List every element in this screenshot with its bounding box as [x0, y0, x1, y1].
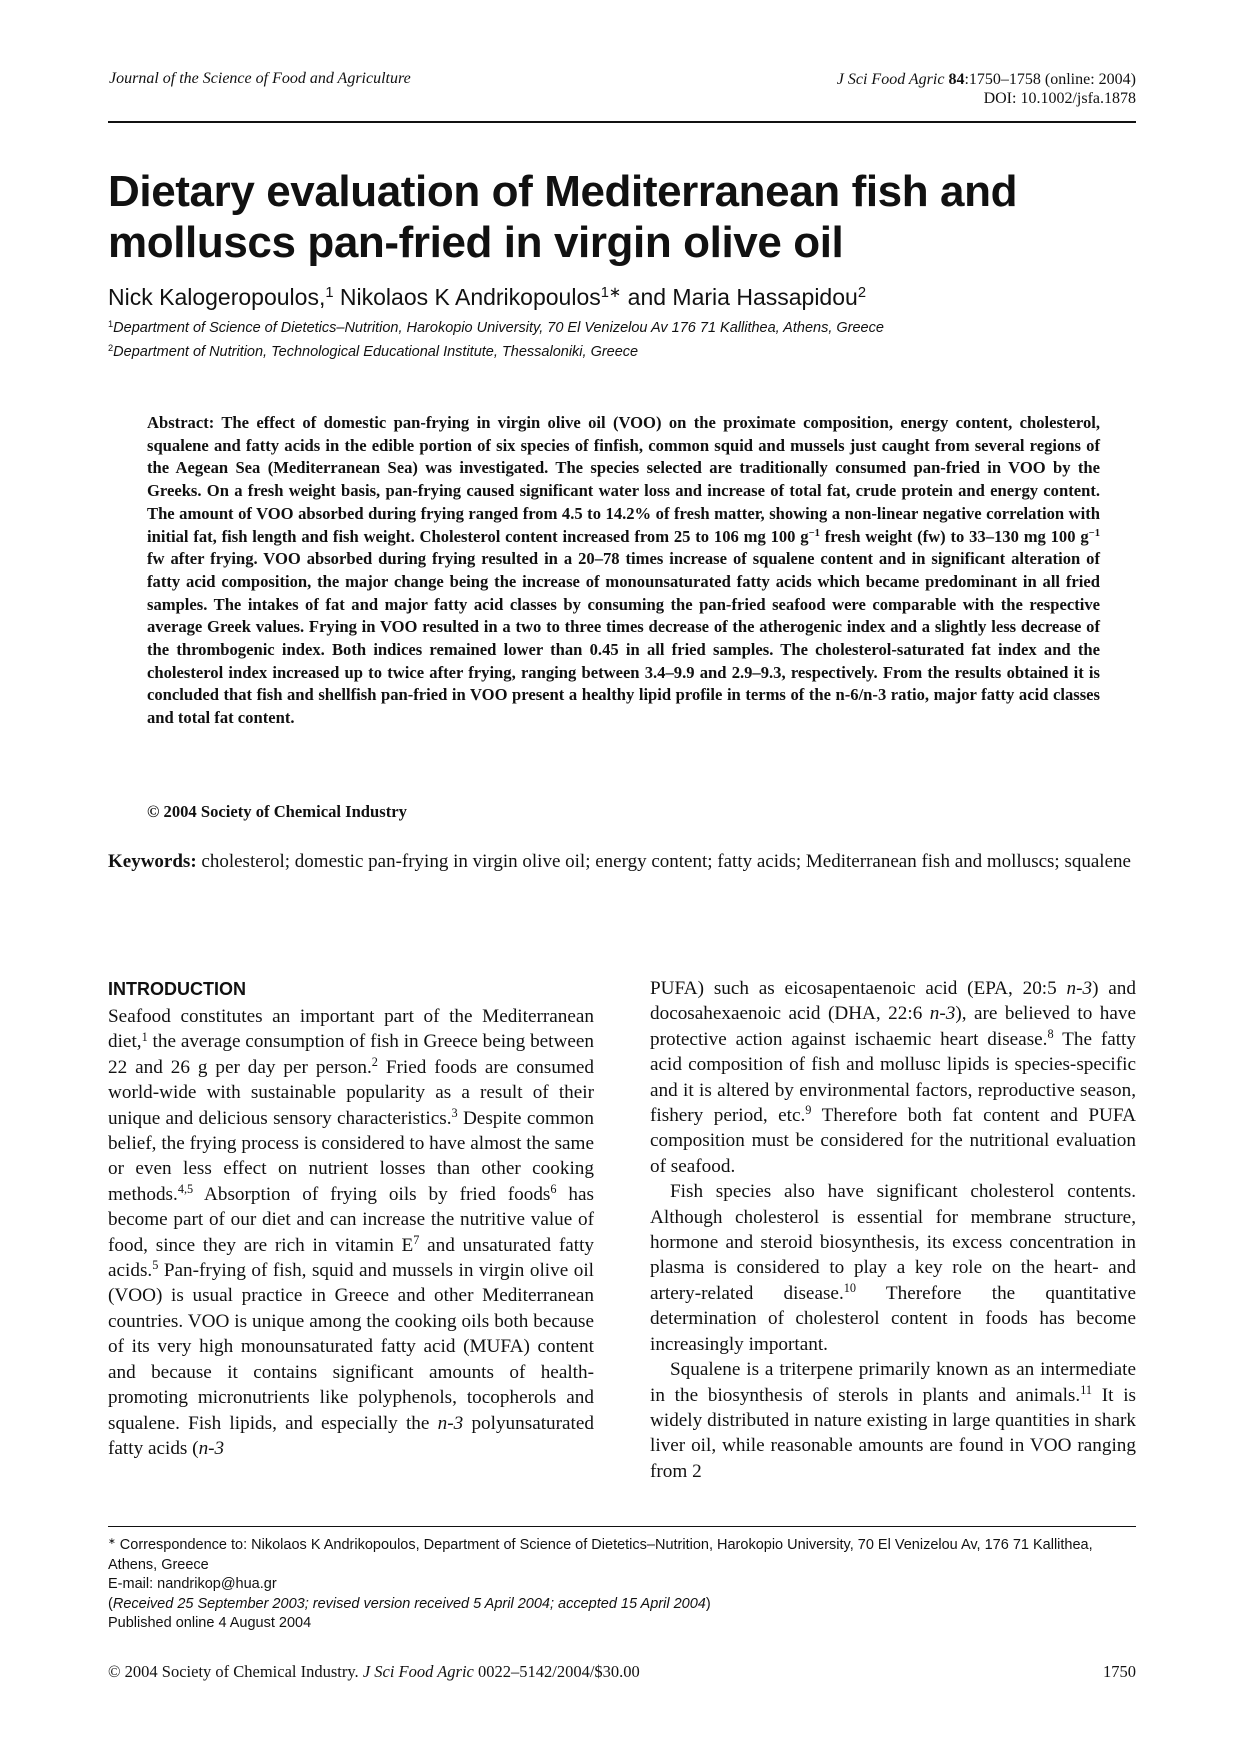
- page-footer-copyright: [108, 1662, 640, 1682]
- title-line-1: Dietary evaluation of Mediterranean fish and: [108, 167, 1018, 216]
- author-affil-marker: 2: [857, 284, 866, 301]
- citation-pages: :1750–1758 (online: 2004): [964, 71, 1136, 88]
- header-rule: [108, 121, 1136, 123]
- affiliation-marker: 1: [108, 318, 114, 329]
- paragraph: [650, 976, 1136, 1179]
- text-run-italic: n-3: [437, 1412, 464, 1434]
- title-line-2: molluscs pan-fried in virgin olive oil: [108, 218, 844, 267]
- text-run: Fish species also have significant cholesterol contents. Although cholesterol is essential for membrane structure, hormone and steroid biosynthesis, its excess concentration in plasma is considered to play a key role on the heart- and artery-related disease.: [650, 1181, 1136, 1304]
- author-name: Nick Kalogeropoulos,: [108, 284, 326, 310]
- section-heading-introduction: INTRODUCTION: [108, 979, 246, 999]
- text-run: Squalene is a triterpene primarily known as an intermediate in the biosynthesis of sterols in plants and animals.: [650, 1359, 1136, 1406]
- footnote-text: Correspondence to: Nikolaos K Andrikopoulos, Department of Science of Dietetics–Nutrition, Harokopio University, 70 El Venizelou Av, 176 71 Kallithea, Athens, Greece: [108, 1537, 1093, 1573]
- paragraph: [108, 1004, 594, 1461]
- received-text: Received 25 September 2003; revised version received 5 April 2004; accepted 15 April 2004: [112, 1595, 706, 1612]
- running-header-citation: [837, 70, 1136, 108]
- affiliation-text: Department of Science of Dietetics–Nutrition, Harokopio University, 70 El Venizelou Av 176 71 Kallithea, Athens, Greece: [113, 320, 884, 336]
- footer-journal: J Sci Food Agric: [362, 1662, 474, 1681]
- text-run-italic: n-3: [1066, 978, 1093, 999]
- text-run: has become part of our diet and can increase the nutritive value of food, since they are rich in vitamin E: [108, 1183, 594, 1256]
- author-affil-marker: 1∗: [600, 284, 622, 301]
- abstract-part: fw after frying. VOO absorbed during frying resulted in a 20–78 times increase of squalene content and in significant alteration of fatty acid composition, the major change being the increase of monounsaturated fatty acids which became predominant in all fried samples. The intakes of fat and major fatty acid classes by consuming the pan-fried seafood were comparable with the respective average Greek values. Frying in VOO resulted in a two to three times decrease of the atherogenic index and a slightly less decrease of the thrombogenic index. Both indices remained lower than 0.45 in all fried samples. The cholesterol-saturated fat index and the cholesterol index increased up to twice after frying, ranging between 3.4–9.9 and 2.9–9.3, respectively. From the results obtained it is concluded that fish and shellfish pan-fried in VOO present a healthy lipid profile in terms of the n-6/n-3 ratio, major fatty acid classes and total fat content.: [147, 549, 1100, 728]
- running-header-journal: Journal of the Science of Food and Agriculture: [109, 70, 411, 87]
- paren: (: [108, 1595, 113, 1612]
- footer-text: © 2004 Society of Chemical Industry.: [108, 1662, 363, 1681]
- abstract-part: Abstract: The effect of domestic pan-frying in virgin olive oil (VOO) on the proximate composition, energy content, cholesterol, squalene and fatty acids in the edible portion of six species of finfish, common squid and mussels just caught from several regions of the Aegean Sea (Mediterranean Sea) was investigated. The species selected are traditionally consumed pan-fried in VOO by the Greeks. On a fresh weight basis, pan-frying caused significant water loss and increase of total fat, crude protein and energy content. The amount of VOO absorbed during frying ranged from 4.5 to 14.2% of fresh matter, showing a non-linear negative correlation with initial fat, fish length and fish weight. Cholesterol content increased from 25 to 106 mg 100 g: [147, 413, 1100, 546]
- text-run: The fatty acid composition of fish and mollusc lipids is species-specific and it is altered by environmental factors, reproductive season, fishery period, etc.: [650, 1028, 1136, 1127]
- author-list: [108, 284, 866, 311]
- footnotes: [108, 1536, 1138, 1634]
- text-run: Despite common belief, the frying process is considered to have almost the same or even less effect on nutrient losses than other cooking methods.: [108, 1107, 594, 1205]
- citation-ref[interactable]: 9: [805, 1103, 812, 1118]
- citation-volume: 84: [948, 71, 965, 88]
- abstract-text: [147, 412, 1100, 730]
- keywords-text: cholesterol; domestic pan-frying in virgin olive oil; energy content; fatty acids; Mediterranean fish and molluscs; squalene: [196, 851, 1131, 872]
- text-run: Therefore both fat content and PUFA composition must be considered for the nutritional evaluation of seafood.: [650, 1105, 1136, 1177]
- email[interactable]: E-mail: nandrikop@hua.gr: [108, 1576, 277, 1592]
- affiliation-marker: 2: [108, 342, 114, 353]
- text-run: ), are believed to have protective action against ischaemic heart disease.: [650, 1003, 1136, 1050]
- abstract-superscript: −1: [808, 527, 820, 539]
- footer-issn: 0022–5142/2004/$30.00: [473, 1662, 640, 1681]
- text-run: Fried foods are consumed world-wide with sustainable popularity as a result of their unique and delicious sensory characteristics.: [108, 1056, 594, 1129]
- received-dates: [108, 1595, 1138, 1615]
- keywords: [108, 849, 1138, 875]
- abstract-superscript: −1: [1088, 527, 1101, 539]
- author-name: Nikolaos K Andrikopoulos: [333, 284, 601, 310]
- text-run-italic: n-3: [929, 1003, 956, 1025]
- abstract-copyright: © 2004 Society of Chemical Industry: [147, 802, 407, 821]
- citation-ref[interactable]: 1: [141, 1029, 148, 1044]
- citation-ref[interactable]: 11: [1080, 1382, 1092, 1397]
- paren: ): [705, 1595, 711, 1612]
- text-run: ) and docosahexaenoic acid (DHA, 22:6: [650, 978, 1136, 1025]
- text-run: Pan-frying of fish, squid and mussels in virgin olive oil (VOO) is usual practice in Greece and other Mediterranean countries. VOO is unique among the cooking oils both because of its very high monounsaturated fatty acid (MUFA) content and because it contains significant amounts of health-promoting micronutrients like polyphenols, tocopherols and squalene. Fish lipids, and especially the: [108, 1260, 594, 1434]
- citation-ref[interactable]: 8: [1047, 1027, 1054, 1042]
- abstract: [147, 412, 1100, 730]
- citation-ref[interactable]: 5: [152, 1258, 159, 1273]
- abstract-part: fresh weight (fw) to 33–130 mg 100 g: [819, 526, 1089, 546]
- text-run: Seafood constitutes an important part of the Mediterranean diet,: [108, 1006, 594, 1053]
- text-run: Absorption of frying oils by fried foods: [193, 1183, 551, 1205]
- published-online: Published online 4 August 2004: [108, 1615, 312, 1631]
- author-name: and Maria Hassapidou: [621, 284, 858, 310]
- text-run: polyunsaturated fatty acids (: [108, 1412, 594, 1459]
- affiliation-1: [108, 320, 884, 336]
- footnote-marker: ∗: [108, 1535, 116, 1546]
- affiliation-2: [108, 344, 638, 360]
- footnote-rule: [108, 1526, 1136, 1527]
- body-column-right: [650, 976, 1136, 1484]
- citation-ref[interactable]: 7: [413, 1232, 420, 1247]
- text-run: and unsaturated fatty acids.: [108, 1234, 594, 1282]
- doi[interactable]: DOI: 10.1002/jsfa.1878: [983, 90, 1136, 107]
- correspondence-note: [108, 1536, 1138, 1575]
- article-title: [108, 166, 1138, 268]
- citation-ref[interactable]: 6: [550, 1182, 557, 1197]
- text-run: the average consumption of fish in Greece being between 22 and 26 g per day per person.: [108, 1031, 594, 1078]
- text-run: Therefore the quantitative determination of cholesterol content in foods has become increasingly important.: [650, 1282, 1136, 1355]
- paragraph: [650, 1179, 1136, 1357]
- author-affil-marker: 1: [325, 284, 334, 301]
- text-run: It is widely distributed in nature existing in large quantities in shark liver oil, while reasonable amounts are found in VOO ranging from 2: [650, 1384, 1136, 1482]
- citation-journal-abbr: J Sci Food Agric: [836, 71, 945, 88]
- keywords-label: Keywords:: [108, 851, 197, 872]
- citation-ref[interactable]: 3: [451, 1105, 458, 1120]
- affiliation-text: Department of Nutrition, Technological Educational Institute, Thessaloniki, Greece: [113, 344, 639, 360]
- page-number: 1750: [1103, 1662, 1136, 1681]
- body-column-left: [108, 1004, 594, 1461]
- paragraph: [650, 1357, 1136, 1484]
- citation-ref[interactable]: 4,5: [177, 1182, 194, 1197]
- citation-ref[interactable]: 2: [371, 1055, 378, 1070]
- text-run: PUFA) such as eicosapentaenoic acid (EPA, 20:5: [650, 978, 1067, 999]
- citation-ref[interactable]: 10: [843, 1281, 857, 1296]
- text-run-italic: n-3: [198, 1437, 225, 1459]
